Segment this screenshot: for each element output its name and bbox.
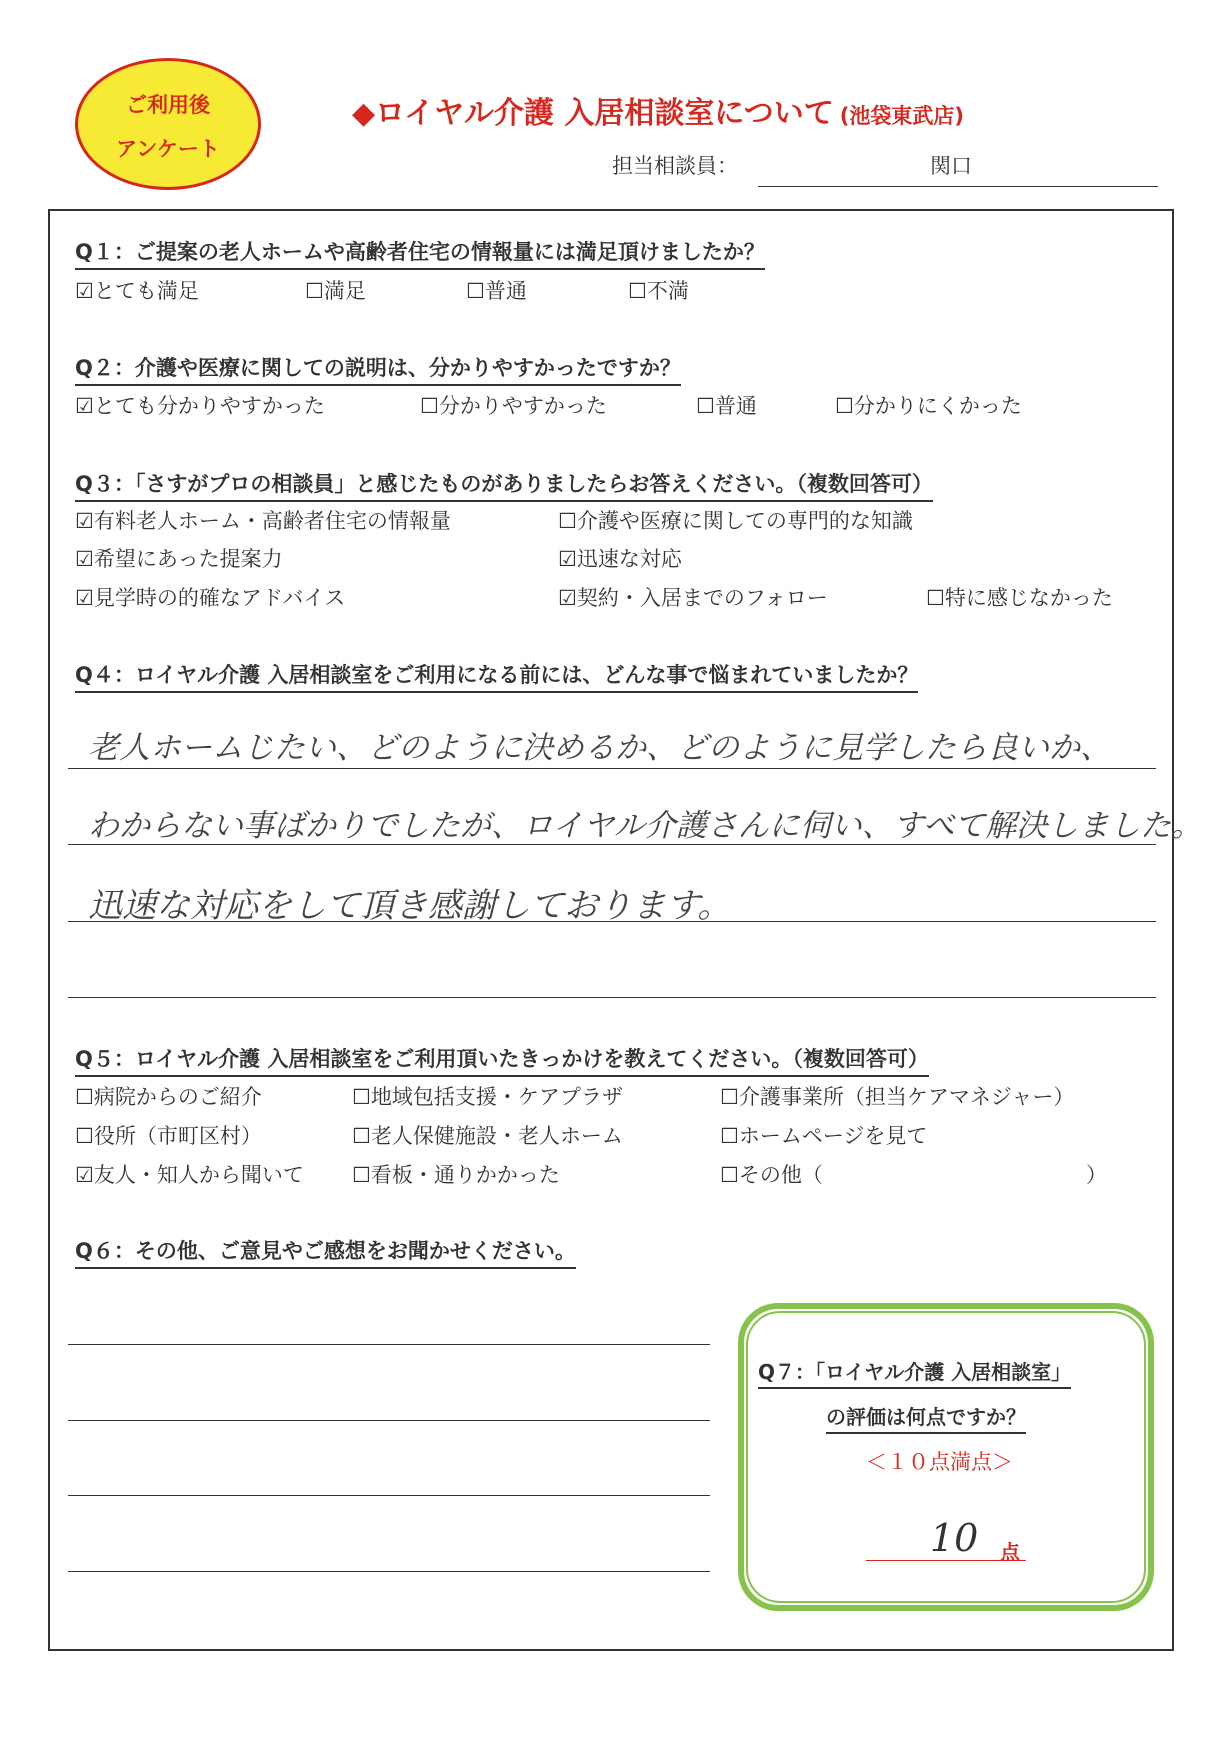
staff-label: 担当相談員： xyxy=(612,154,738,178)
q3-option-tour-advice[interactable]: ☑見学時の的確なアドバイス xyxy=(75,586,346,610)
q3-option-expert-knowledge[interactable]: ☐介護や医療に関しての専門的な知識 xyxy=(558,509,913,533)
staff-name: 関口 xyxy=(930,154,972,178)
q1-option-normal[interactable]: ☐普通 xyxy=(466,279,527,303)
badge-line-2: アンケート xyxy=(116,137,220,161)
q4-answer-rule-2 xyxy=(68,844,1156,845)
q6-answer-rule-3[interactable] xyxy=(68,1495,710,1496)
q6-answer-rule-1[interactable] xyxy=(68,1344,710,1345)
q2-option-normal[interactable]: ☐普通 xyxy=(696,394,757,418)
survey-badge xyxy=(75,58,261,190)
q5-option-friends[interactable]: ☑友人・知人から聞いて xyxy=(75,1163,304,1187)
q4-question: Q４：ロイヤル介護 入居相談室をご利用になる前には、どんな事で悩まれていましたか？ xyxy=(75,659,918,693)
q1-option-very-satisfied[interactable]: ☑とても満足 xyxy=(75,279,199,303)
q2-question: Q２：介護や医療に関しての説明は、分かりやすかったですか？ xyxy=(75,352,681,386)
q2-option-very-clear[interactable]: ☑とても分かりやすかった xyxy=(75,394,325,418)
q5-option-care-manager[interactable]: ☐介護事業所（担当ケアマネジャー） xyxy=(720,1085,1075,1109)
q6-answer-rule-2[interactable] xyxy=(68,1420,710,1421)
q5-option-signboard[interactable]: ☐看板・通りかかった xyxy=(352,1163,560,1187)
q4-answer-line-2: わからない事ばかりでしたが、ロイヤル介護さんに伺い、すべて解決しました。 xyxy=(88,808,1203,844)
q3-option-none[interactable]: ☐特に感じなかった xyxy=(926,586,1113,610)
q1-option-satisfied[interactable]: ☐満足 xyxy=(305,279,366,303)
q5-option-other-close: ） xyxy=(1086,1163,1107,1187)
q5-question: Q５：ロイヤル介護 入居相談室をご利用頂いたきっかけを教えてください。（複数回答可） xyxy=(75,1043,929,1077)
q1-question: Q１：ご提案の老人ホームや高齢者住宅の情報量には満足頂けましたか？ xyxy=(75,236,765,270)
q5-option-homepage[interactable]: ☐ホームページを見て xyxy=(720,1124,928,1148)
q7-max-score: ＜１０点満点＞ xyxy=(866,1450,1013,1474)
q7-score-value[interactable]: 10 xyxy=(930,1516,979,1560)
q3-option-info-volume[interactable]: ☑有料老人ホーム・高齢者住宅の情報量 xyxy=(75,509,451,533)
q4-answer-rule-1 xyxy=(68,768,1156,769)
q3-option-proposal[interactable]: ☑希望にあった提案力 xyxy=(75,547,283,571)
q3-option-quick-response[interactable]: ☑迅速な対応 xyxy=(558,547,682,571)
q5-option-hospital[interactable]: ☐病院からのご紹介 xyxy=(75,1085,262,1109)
q7-question-line-2: の評価は何点ですか？ xyxy=(826,1401,1026,1434)
q5-option-care-plaza[interactable]: ☐地域包括支援・ケアプラザ xyxy=(352,1085,623,1109)
q5-option-nursing-facility[interactable]: ☐老人保健施設・老人ホーム xyxy=(352,1124,623,1148)
q4-answer-rule-3 xyxy=(68,921,1156,922)
staff-underline xyxy=(758,186,1158,187)
page-title-main: ◆ロイヤル介護 入居相談室について xyxy=(352,96,834,131)
q5-option-city-office[interactable]: ☐役所（市町区村） xyxy=(75,1124,262,1148)
q2-option-clear[interactable]: ☐分かりやすかった xyxy=(420,394,607,418)
q7-question-line-1: Q７：「ロイヤル介護 入居相談室」 xyxy=(758,1356,1071,1389)
q4-answer-line-3: 迅速な対応をして頂き感謝しております。 xyxy=(88,886,732,926)
q1-option-dissatisfied[interactable]: ☐不満 xyxy=(628,279,689,303)
q4-answer-line-1: 老人ホームじたい、どのように決めるか、どのように見学したら良いか、 xyxy=(88,730,1111,766)
q3-question: Q３：「さすがプロの相談員」と感じたものがありましたらお答えください。（複数回答可） xyxy=(75,468,933,502)
q7-score-underline xyxy=(866,1560,1026,1561)
page-title-sub: (池袋東武店) xyxy=(839,104,964,128)
q2-option-unclear[interactable]: ☐分かりにくかった xyxy=(835,394,1022,418)
q3-option-follow-up[interactable]: ☑契約・入居までのフォロー xyxy=(558,586,828,610)
q7-score-unit: 点 xyxy=(1000,1540,1020,1564)
badge-line-1: ご利用後 xyxy=(126,93,210,117)
page-title xyxy=(352,88,964,132)
q6-answer-rule-4[interactable] xyxy=(68,1571,710,1572)
q5-option-other[interactable]: ☐その他（ xyxy=(720,1163,823,1187)
q4-answer-rule-4 xyxy=(68,997,1156,998)
q6-question: Q６：その他、ご意見やご感想をお聞かせください。 xyxy=(75,1235,576,1269)
